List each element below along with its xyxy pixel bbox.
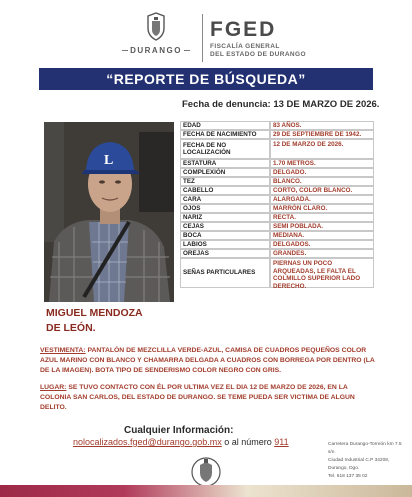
- contact-middle-text: o al número: [221, 437, 275, 447]
- agency-short-name: FGED: [210, 18, 277, 41]
- last-seen-text: SE TUVO CONTACTO CON ÉL POR ULTIMA VEZ EL DIA 12 DE MARZO DE 2026, EN LA COLONIA SAN CARLOS, DEL ESTADO DE DURANGO. SE TEME PUEDA SER VICTIMA DE ALGUN DELITO.: [40, 384, 355, 411]
- last-seen-label: LUGAR:: [40, 384, 67, 391]
- detail-row-cabello: CABELLO CORTO, COLOR BLANCO.: [180, 186, 374, 195]
- contact-line: [73, 437, 289, 447]
- detail-row-cejas: CEJAS SEMI POBLADA.: [180, 222, 374, 231]
- detail-row-estatura: ESTATURA 1.70 METROS.: [180, 159, 374, 168]
- last-seen-description: [40, 383, 378, 413]
- footer-address: Carretera Durango-Torreón km 7.5 s/n Ciudad Industrial C.P 34208, Durango, Dgo. Tel. 618 137 35 02: [328, 442, 402, 479]
- clothing-description: [40, 346, 378, 376]
- detail-row-cara: CARA ALARGADA.: [180, 195, 374, 204]
- clothing-text: PANTALÓN DE MEZCLILLA VERDE-AZUL, CAMISA DE CUADROS PEQUEÑOS COLOR AZUL MARINO CON BLANCO Y CHAMARRA DELGADA A CUADROS CON BORREGA POR DENTRO (LA DE LA IMAGEN). BOTA TIPO DE SENDERISMO COLOR NEGRO CON GRIS.: [40, 347, 375, 374]
- detail-row-tez: TEZ BLANCO.: [180, 177, 374, 186]
- footer-seal-icon: [190, 455, 222, 489]
- contact-title: Cualquier Información:: [124, 425, 234, 436]
- agency-full-name: FISCALÍA GENERAL DEL ESTADO DE DURANGO: [210, 43, 306, 58]
- missing-person-name: MIGUEL MENDOZA DE LEÓN.: [46, 307, 143, 334]
- header-divider: [202, 14, 203, 62]
- detail-row-complexion: COMPLEXIÓN DELGADO.: [180, 168, 374, 177]
- details-table: [180, 121, 374, 302]
- durango-wordmark: DURANGO: [116, 46, 196, 55]
- report-title-banner: “REPORTE DE BÚSQUEDA”: [39, 68, 373, 90]
- detail-row-ojos: OJOS MARRÓN CLARO.: [180, 204, 374, 213]
- state-seal-icon: [144, 12, 168, 42]
- footer-color-band: [0, 485, 412, 497]
- missing-person-photo: [44, 122, 174, 302]
- durango-logo: [116, 12, 196, 62]
- clothing-label: VESTIMENTA:: [40, 347, 86, 354]
- detail-row-labios: LABIOS DELGADOS.: [180, 240, 374, 249]
- report-date: Fecha de denuncia: 13 DE MARZO DE 2026.: [182, 99, 380, 110]
- person-photo-image: [44, 122, 174, 302]
- svg-text:L: L: [104, 153, 114, 168]
- detail-row-senas-particulares: SEÑAS PARTICULARES PIERNAS UN POCO ARQUEADAS, LE FALTA EL COLMILLO SUPERIOR LADO DERECHO.: [180, 258, 374, 288]
- detail-row-orejas: OREJAS GRANDES.: [180, 249, 374, 258]
- detail-row-boca: BOCA MEDIANA.: [180, 231, 374, 240]
- contact-email-link[interactable]: nolocalizados.fged@durango.gob.mx: [73, 437, 222, 447]
- detail-row-nariz: NARIZ RECTA.: [180, 213, 374, 222]
- detail-row-edad: EDAD 83 AÑOS.: [180, 121, 374, 130]
- detail-row-fecha-no-localizacion: FECHA DE NO LOCALIZACIÓN 12 DE MARZO DE 2026.: [180, 139, 374, 159]
- contact-phone-link[interactable]: 911: [274, 437, 289, 447]
- detail-row-fecha-nacimiento: FECHA DE NACIMIENTO 29 DE SEPTIEMBRE DE 1942.: [180, 130, 374, 139]
